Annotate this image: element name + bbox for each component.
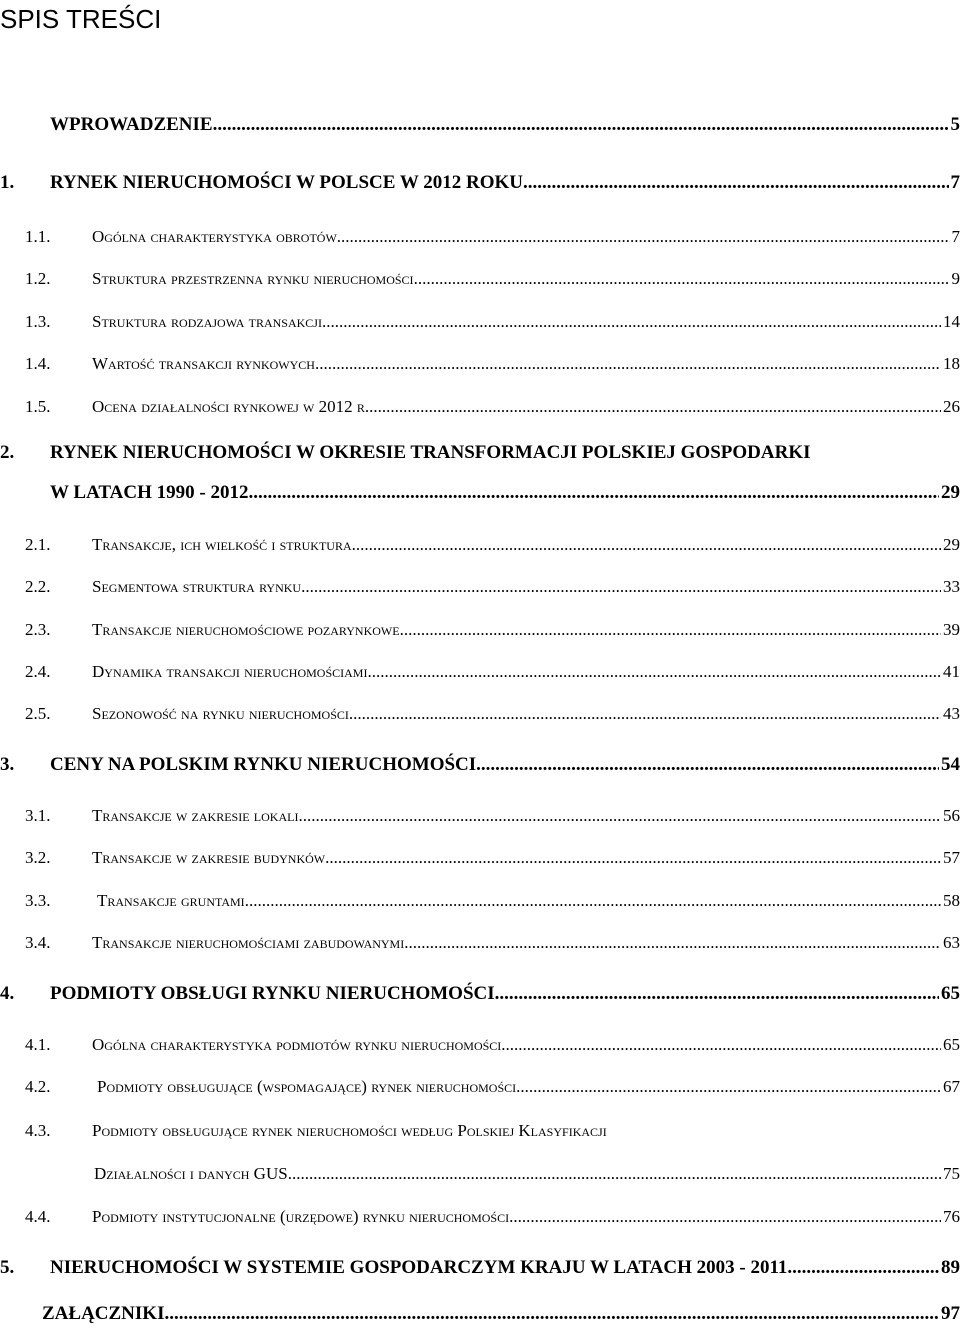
toc-entry-second-line bbox=[0, 482, 960, 506]
dot-leader bbox=[523, 172, 949, 194]
dot-leader bbox=[414, 269, 950, 289]
toc-page-number: 14 bbox=[943, 312, 960, 331]
toc-entry-section-2-5[interactable] bbox=[0, 704, 960, 728]
toc-page-number: 18 bbox=[943, 354, 960, 373]
toc-entry-number: 4.1. bbox=[25, 1035, 51, 1054]
toc-entry-section-1-1[interactable] bbox=[0, 227, 960, 251]
toc-entry-first-line bbox=[0, 442, 811, 466]
toc-entry-number: 3.2. bbox=[25, 848, 51, 867]
dot-leader bbox=[337, 227, 950, 247]
toc-entry-section-1-5[interactable] bbox=[0, 397, 960, 421]
dot-leader bbox=[213, 114, 949, 136]
toc-page-number: 26 bbox=[943, 397, 960, 416]
dot-leader bbox=[400, 620, 941, 640]
dot-leader bbox=[509, 1207, 941, 1227]
toc-page-number: 39 bbox=[943, 620, 960, 639]
toc-page-number: 57 bbox=[943, 848, 960, 867]
toc-entry-title: Struktura rodzajowa transakcji bbox=[92, 312, 322, 331]
dot-leader bbox=[369, 397, 941, 417]
toc-entry-section-3-1[interactable] bbox=[0, 806, 960, 830]
toc-entry-number: 1.4. bbox=[25, 354, 51, 373]
dot-leader bbox=[322, 312, 941, 332]
toc-entry-title: RYNEK NIERUCHOMOŚCI W OKRESIE TRANSFORMACJI POLSKIEJ GOSPODARKI bbox=[50, 442, 811, 463]
toc-entry-title: Sezonowość na rynku nieruchomości bbox=[92, 704, 349, 723]
toc-entry-title: Podmioty obsługujące rynek nieruchomości według Polskiej Klasyfikacji bbox=[92, 1121, 607, 1140]
toc-page-number: 97 bbox=[941, 1303, 960, 1324]
toc-entry-title: Wartość transakcji rynkowych bbox=[92, 354, 315, 373]
toc-entry-title: Transakcje, ich wielkość i struktura bbox=[92, 535, 352, 554]
dot-leader bbox=[248, 482, 939, 504]
toc-entry-title: Transakcje nieruchomościowe pozarynkowe bbox=[92, 620, 400, 639]
toc-entry-title: Segmentowa struktura rynku bbox=[92, 577, 302, 596]
toc-entry-title-continued: W LATACH 1990 - 2012 bbox=[50, 482, 249, 503]
toc-entry-title: RYNEK NIERUCHOMOŚCI W POLSCE W 2012 ROKU bbox=[50, 172, 523, 193]
toc-entry-chapter-1[interactable] bbox=[0, 172, 960, 196]
dot-leader bbox=[298, 806, 941, 826]
toc-entry-title: Transakcje gruntami bbox=[97, 891, 245, 910]
dot-leader bbox=[325, 848, 941, 868]
toc-entry-second-line bbox=[0, 1164, 960, 1188]
dot-leader bbox=[301, 577, 941, 597]
toc-entry-section-3-3[interactable] bbox=[0, 891, 960, 915]
toc-entry-section-4-2[interactable] bbox=[0, 1077, 960, 1101]
toc-page-number: 33 bbox=[943, 577, 960, 596]
toc-page-number: 76 bbox=[943, 1207, 960, 1226]
dot-leader bbox=[516, 1077, 941, 1097]
toc-page-number: 65 bbox=[941, 983, 960, 1004]
toc-entry-number: 4. bbox=[0, 983, 15, 1004]
toc-entry-title: Transakcje nieruchomościami zabudowanymi bbox=[92, 933, 405, 952]
toc-entry-number: 4.3. bbox=[25, 1121, 51, 1140]
dot-leader bbox=[501, 1035, 941, 1055]
toc-entry-title: Dynamika transakcji nieruchomościami bbox=[92, 662, 368, 681]
toc-entry-section-1-3[interactable] bbox=[0, 312, 960, 336]
toc-entry-introduction[interactable] bbox=[0, 114, 960, 138]
dot-leader bbox=[288, 1164, 941, 1184]
toc-entry-number: 2.5. bbox=[25, 704, 51, 723]
toc-entry-number: 2.1. bbox=[25, 535, 51, 554]
toc-entry-title: ZAŁĄCZNIKI bbox=[42, 1303, 165, 1324]
toc-page-number: 63 bbox=[943, 933, 960, 952]
dot-leader bbox=[349, 704, 941, 724]
toc-page-number: 29 bbox=[943, 535, 960, 554]
dot-leader bbox=[245, 891, 941, 911]
dot-leader bbox=[352, 535, 941, 555]
toc-entry-number: 1. bbox=[0, 172, 15, 193]
toc-entry-number: 1.5. bbox=[25, 397, 51, 416]
toc-entry-number: 3. bbox=[0, 754, 15, 775]
toc-page-number: 65 bbox=[943, 1035, 960, 1054]
dot-leader bbox=[476, 754, 939, 776]
toc-entry-section-3-4[interactable] bbox=[0, 933, 960, 957]
toc-entry-number: 3.3. bbox=[25, 891, 51, 910]
dot-leader bbox=[495, 983, 939, 1005]
toc-page-number: 29 bbox=[941, 482, 960, 503]
toc-entry-title: Podmioty instytucjonalne (urzędowe) rynku nieruchomości bbox=[92, 1207, 510, 1226]
toc-entry-number: 1.2. bbox=[25, 269, 51, 288]
toc-entry-title: CENY NA POLSKIM RYNKU NIERUCHOMOŚCI bbox=[50, 754, 477, 775]
toc-entry-annexes[interactable] bbox=[0, 1303, 960, 1327]
toc-page-number: 56 bbox=[943, 806, 960, 825]
toc-entry-number: 2. bbox=[0, 442, 15, 463]
toc-entry-number: 3.1. bbox=[25, 806, 51, 825]
toc-entry-section-2-1[interactable] bbox=[0, 535, 960, 559]
toc-entry-chapter-3[interactable] bbox=[0, 754, 960, 778]
toc-entry-title: PODMIOTY OBSŁUGI RYNKU NIERUCHOMOŚCI bbox=[50, 983, 495, 1004]
toc-entry-number: 4.4. bbox=[25, 1207, 51, 1226]
toc-page-number: 75 bbox=[943, 1164, 960, 1183]
dot-leader bbox=[787, 1257, 939, 1279]
toc-page-number: 7 bbox=[950, 172, 960, 193]
toc-entry-section-2-3[interactable] bbox=[0, 620, 960, 644]
toc-entry-chapter-5[interactable] bbox=[0, 1257, 960, 1281]
toc-entry-title: Ocena działalności rynkowej w 2012 r. bbox=[92, 397, 370, 416]
toc-entry-number: 1.1. bbox=[25, 227, 51, 246]
toc-entry-number: 5. bbox=[0, 1257, 15, 1278]
toc-page-number: 58 bbox=[943, 891, 960, 910]
toc-entry-number: 2.4. bbox=[25, 662, 51, 681]
toc-entry-title: Struktura przestrzenna rynku nieruchomości bbox=[92, 269, 414, 288]
toc-entry-section-4-1[interactable] bbox=[0, 1035, 960, 1059]
toc-page-number: 9 bbox=[951, 269, 960, 288]
toc-entry-section-2-2[interactable] bbox=[0, 577, 960, 601]
toc-page-number: 41 bbox=[943, 662, 960, 681]
toc-page-number: 89 bbox=[941, 1257, 960, 1278]
toc-entry-title: WPROWADZENIE bbox=[50, 114, 213, 135]
dot-leader bbox=[404, 933, 941, 953]
toc-entry-section-4-4[interactable] bbox=[0, 1207, 960, 1231]
toc-entry-section-1-4[interactable] bbox=[0, 354, 960, 378]
dot-leader bbox=[367, 662, 941, 682]
toc-entry-title-continued: Działalności i danych GUS bbox=[94, 1164, 288, 1183]
toc-entry-section-3-2[interactable] bbox=[0, 848, 960, 872]
toc-entry-number: 1.3. bbox=[25, 312, 51, 331]
toc-entry-title: Podmioty obsługujące (wspomagające) rynek nieruchomości bbox=[97, 1077, 517, 1096]
toc-entry-chapter-4[interactable] bbox=[0, 983, 960, 1007]
dot-leader bbox=[164, 1303, 939, 1325]
toc-entry-number: 4.2. bbox=[25, 1077, 51, 1096]
toc-entry-number: 2.2. bbox=[25, 577, 51, 596]
toc-entry-title: Transakcje w zakresie lokali bbox=[92, 806, 299, 825]
toc-entry-section-1-2[interactable] bbox=[0, 269, 960, 293]
toc-entry-number: 2.3. bbox=[25, 620, 51, 639]
dot-leader bbox=[315, 354, 941, 374]
toc-page-number: 5 bbox=[950, 114, 960, 135]
toc-entry-title: Ogólna charakterystyka obrotów bbox=[92, 227, 337, 246]
toc-entry-title: NIERUCHOMOŚCI W SYSTEMIE GOSPODARCZYM KRAJU W LATACH 2003 - 2011 bbox=[50, 1257, 788, 1278]
toc-entry-first-line bbox=[0, 1121, 607, 1145]
toc-entry-section-2-4[interactable] bbox=[0, 662, 960, 686]
toc-page-number: 43 bbox=[943, 704, 960, 723]
toc-entry-number: 3.4. bbox=[25, 933, 51, 952]
toc-page-number: 7 bbox=[951, 227, 960, 246]
toc-page-number: 67 bbox=[943, 1077, 960, 1096]
toc-entry-title: Ogólna charakterystyka podmiotów rynku nieruchomości bbox=[92, 1035, 502, 1054]
toc-entry-title: Transakcje w zakresie budynków bbox=[92, 848, 326, 867]
toc-page-number: 54 bbox=[941, 754, 960, 775]
page-title: SPIS TREŚCI bbox=[0, 4, 162, 34]
